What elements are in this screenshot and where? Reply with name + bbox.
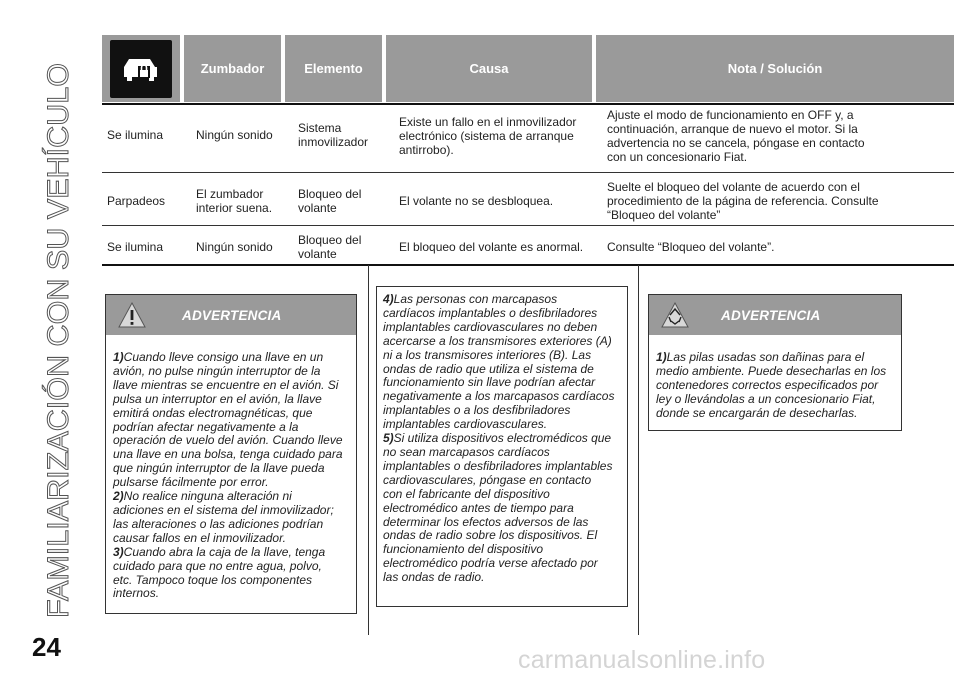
warning-left-text: 1)Cuando lleve consigo una llave en un avión, no pulse ningún interruptor de la llave mientras se encuentre en el avión. Si pulsa un interruptor en el avión, la llave emitirá ondas electromagnéticas, que podrían afectar negativamente a la operación de vuelo del avión. Cuando lleve una llave en una bolsa, tenga cuidado para que ningún interruptor de la llave pueda pulsarse fácilmente por error. 2)No realice ninguna alteración ni adiciones en el sistema del inmovilizador; las alteraciones o las adiciones podrían causar fallos en el inmovilizador. 3)Cuando abra la caja de la llave, tenga cuidado para que no entre agua, polvo, etc. Tampoco toque los componentes internos. xyxy=(113,351,353,601)
warning-item-2: 2)No realice ninguna alteración ni xyxy=(113,489,292,504)
immobilizer-icon-header xyxy=(102,35,180,102)
column-divider xyxy=(638,265,639,635)
row3-elemento: Bloqueo del volante xyxy=(298,233,362,261)
svg-text:FAMILIARIZACIÓN CON SU VEHÍCUL: FAMILIARIZACIÓN CON SU VEHÍCULO xyxy=(42,72,75,618)
row2-nota: Suelte el bloqueo del volante de acuerdo con el procedimiento de la página de referencia. Consulte “Bloqueo del volante” xyxy=(607,180,879,222)
row2-elemento: Bloqueo del volante xyxy=(298,187,362,215)
page-number: 24 xyxy=(32,632,61,662)
warning-middle-text: 4)Las personas con marcapasos cardíacos implantables o desfibriladores implantables cardiovasculares no deben acercarse a los transmisores exteriores (A) ni a los transmisores interiores (B). Las ondas de radio que utiliza el sistema de funcionamiento sin llave podrían afectar negativamente a los marcapasos cardíacos implantables o a los desfibriladores implantables cardiovasculares. 5)Si utiliza dispositivos electromédicos que no sean marcapasos cardíacos implantables o desfibriladores implantables cardiovasculares, póngase en contacto con el fabricante del dispositivo electromédico antes de tiempo para determinar los efectos adversos de las ondas de radio sobre los dispositivos. El funcionamiento del dispositivo electromédico podría verse afectado por las ondas de radio. xyxy=(383,293,625,585)
warning-item-1: 1)Las pilas usadas son dañinas para el xyxy=(656,350,865,364)
chapter-side-title xyxy=(30,30,80,620)
table-bottom-rule xyxy=(102,264,954,266)
warning-item-5: 5)Si utiliza dispositivos electromédicos que xyxy=(383,431,612,446)
table-row-divider xyxy=(102,172,954,173)
warning-box-left xyxy=(105,294,357,614)
warning-item-3: 3)Cuando abra la caja de la llave, tenga xyxy=(113,544,326,559)
warning-right-text: 1)Las pilas usadas son dañinas para el medio ambiente. Puede desecharlas en los contenedores correctos especificados por ley o llevándolas a un concesionario Fiat, donde se encargarán de desecharlas. xyxy=(656,351,898,421)
row3-zumbador: Ningún sonido xyxy=(196,240,273,254)
header-zumbador: Zumbador xyxy=(184,35,281,102)
warning-item-4: 4)Las personas con marcapasos xyxy=(383,292,558,306)
column-divider xyxy=(368,265,369,635)
warning-exclamation-icon xyxy=(118,301,146,329)
table-header-rule xyxy=(102,103,954,105)
row2-zumbador: El zumbador interior suena. xyxy=(196,187,273,215)
header-elemento: Elemento xyxy=(285,35,382,102)
row2-causa: El volante no se desbloquea. xyxy=(399,194,554,208)
warning-header xyxy=(649,295,901,335)
warning-header xyxy=(106,295,356,335)
header-nota: Nota / Solución xyxy=(596,35,954,102)
watermark: carmanualsonline.info xyxy=(518,646,766,674)
warning-title: ADVERTENCIA xyxy=(721,307,821,323)
warning-box-right xyxy=(648,294,902,431)
row3-estado: Se ilumina xyxy=(107,240,164,254)
row3-nota: Consulte “Bloqueo del volante”. xyxy=(607,240,775,254)
row2-estado: Parpadeos xyxy=(107,194,166,208)
row1-nota: Ajuste el modo de funcionamiento en OFF y, a continuación, arranque de nuevo el motor. Si la advertencia no se cancela, póngase en contacto con un concesionario Fiat. xyxy=(607,108,865,164)
row1-zumbador: Ningún sonido xyxy=(196,128,273,142)
recycle-battery-warning-icon xyxy=(661,301,689,329)
warning-item-1: 1)Cuando lleve consigo una llave en un xyxy=(113,350,324,364)
row3-causa: El bloqueo del volante es anormal. xyxy=(399,240,584,254)
header-causa: Causa xyxy=(386,35,592,102)
warning-box-middle xyxy=(376,286,628,607)
immobilizer-key-lock-icon xyxy=(110,40,172,98)
row1-causa: Existe un fallo en el inmovilizador electrónico (sistema de arranque antirrobo). xyxy=(399,115,577,157)
warning-title: ADVERTENCIA xyxy=(182,307,282,323)
row1-estado: Se ilumina xyxy=(107,128,164,142)
table-row-divider xyxy=(102,225,954,226)
row1-elemento: Sistema inmovilizador xyxy=(298,121,369,149)
